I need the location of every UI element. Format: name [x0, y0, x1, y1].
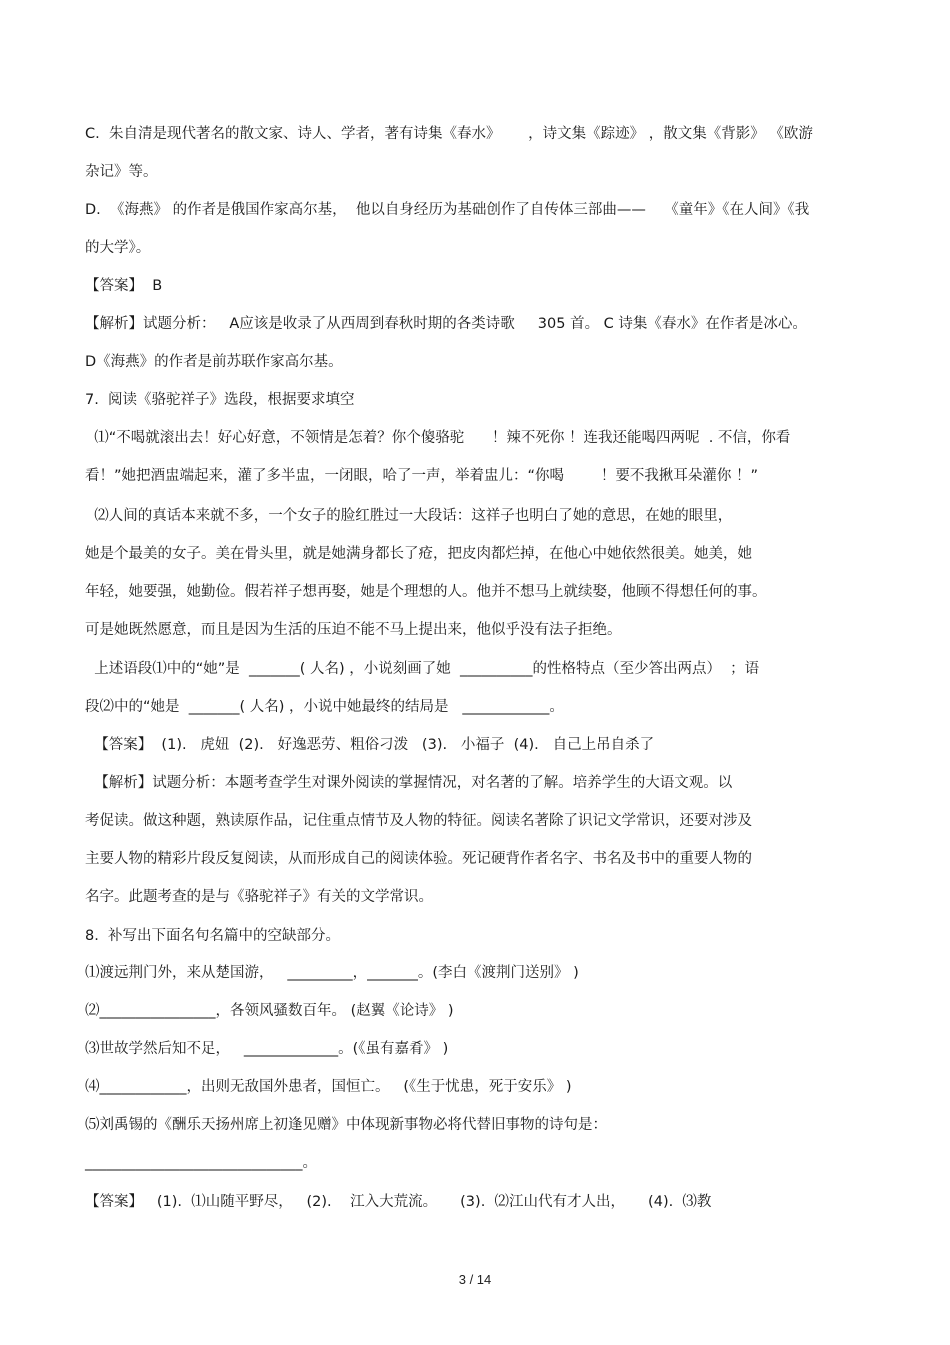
text-line: C. 朱自清是现代著名的散文家、诗人、学者，著有诗集《春水》 ，诗文集《踪迹》 ，散文集《背影》 《欧游 [85, 126, 813, 142]
analysis-text: 考促读。做这种题，熟读原作品，记住重点情节及人物的特征。阅读名著除了识记文学常识，还要对涉及 [85, 813, 752, 829]
text-line: 的大学》。 [85, 240, 151, 256]
passage-line: ⑵人间的真话本来就不多，一个女子的脸红胜过一大段话：这祥子也明白了她的意思，在她的眼里， [85, 508, 733, 524]
answer-line: 【答案】 (1). ⑴山随平野尽， (2). 江入大荒流。 (3). ⑵江山代有才人出， (4). ⑶教 [85, 1194, 712, 1210]
answer-label: 【答案】 B [85, 278, 163, 294]
passage-line: 看！”她把酒盅端起来，灌了多半盅，一闭眼，哈了一声，举着盅儿：“你喝 ！要不我揪耳朵灌你 ！” [85, 468, 759, 484]
passage-line: ⑴“不喝就滚出去！好心好意，不领情是怎着？你个傻骆驼 ！辣不死你 ！连我还能喝四两呢 . 不信，你看 [85, 430, 791, 446]
text-line: 杂记》等。 [85, 164, 158, 180]
passage-line: 她是个最美的女子。美在骨头里，就是她满身都长了疮，把皮肉都烂掉，在他心中她依然很美。她美，她 [85, 546, 752, 562]
page-number: 3 / 14 [458, 1272, 492, 1287]
answer-line: 【答案】 (1). 虎妞 (2). 好逸恶劳、粗俗刁泼 (3). 小福子 (4). 自己上吊自杀了 [85, 737, 655, 753]
fill-blank-line: ⑵________________，各领风骚数百年。 (赵翼《论诗》 ) [85, 1003, 454, 1019]
question-prompt: 上述语段⑴中的“她”是 _______( 人名) ，小说刻画了她 __________的性格特点（至少答出两点） ；语 [85, 661, 760, 677]
fill-blank-line: ⑸刘禹锡的《酬乐天扬州席上初逢见赠》中体现新事物必将代替旧事物的诗句是： [85, 1117, 607, 1133]
analysis-text: 主要人物的精彩片段反复阅读，从而形成自己的阅读体验。死记硬背作者名字、书名及书中的重要人物的 [85, 851, 752, 867]
question-title: 8. 补写出下面名句名篇中的空缺部分。 [85, 928, 341, 944]
analysis-text: 【解析】试题分析：本题考查学生对课外阅读的掌握情况，对名著的了解。培养学生的大语文观。以 [85, 775, 733, 791]
fill-blank-line: ______________________________。 [85, 1155, 317, 1171]
analysis-text: 名字。此题考查的是与《骆驼祥子》有关的文学常识。 [85, 889, 433, 905]
question-prompt: 段⑵中的“她是 _______( 人名) ，小说中她最终的结局是 ____________。 [85, 699, 564, 715]
analysis-text: D《海燕》的作者是前苏联作家高尔基。 [85, 354, 343, 370]
fill-blank-line: ⑶世故学然后知不足， _____________。(《虽有嘉肴》 ) [85, 1041, 449, 1057]
text-line: D. 《海燕》 的作者是俄国作家高尔基， 他以自身经历为基础创作了自传体三部曲—— 《童年》《在人间》《我 [85, 202, 810, 218]
passage-line: 可是她既然愿意，而且是因为生活的压迫不能不马上提出来，他似乎没有法子拒绝。 [85, 622, 622, 638]
passage-line: 年轻，她要强，她勤俭。假若祥子想再娶，她是个理想的人。他并不想马上就续娶，他顾不得想任何的事。 [85, 584, 767, 600]
fill-blank-line: ⑴渡远荆门外，来从楚国游， _________，_______。(李白《渡荆门送别》 ) [85, 965, 579, 981]
fill-blank-line: ⑷____________，出则无敌国外患者，国恒亡。 (《生于忧患，死于安乐》 ) [85, 1079, 572, 1095]
analysis-text: 【解析】试题分析： A应该是收录了从西周到春秋时期的各类诗歌 305 首。 C 诗集《春水》在作者是冰心。 [85, 316, 807, 332]
question-title: 7. 阅读《骆驼祥子》选段，根据要求填空 [85, 392, 355, 408]
